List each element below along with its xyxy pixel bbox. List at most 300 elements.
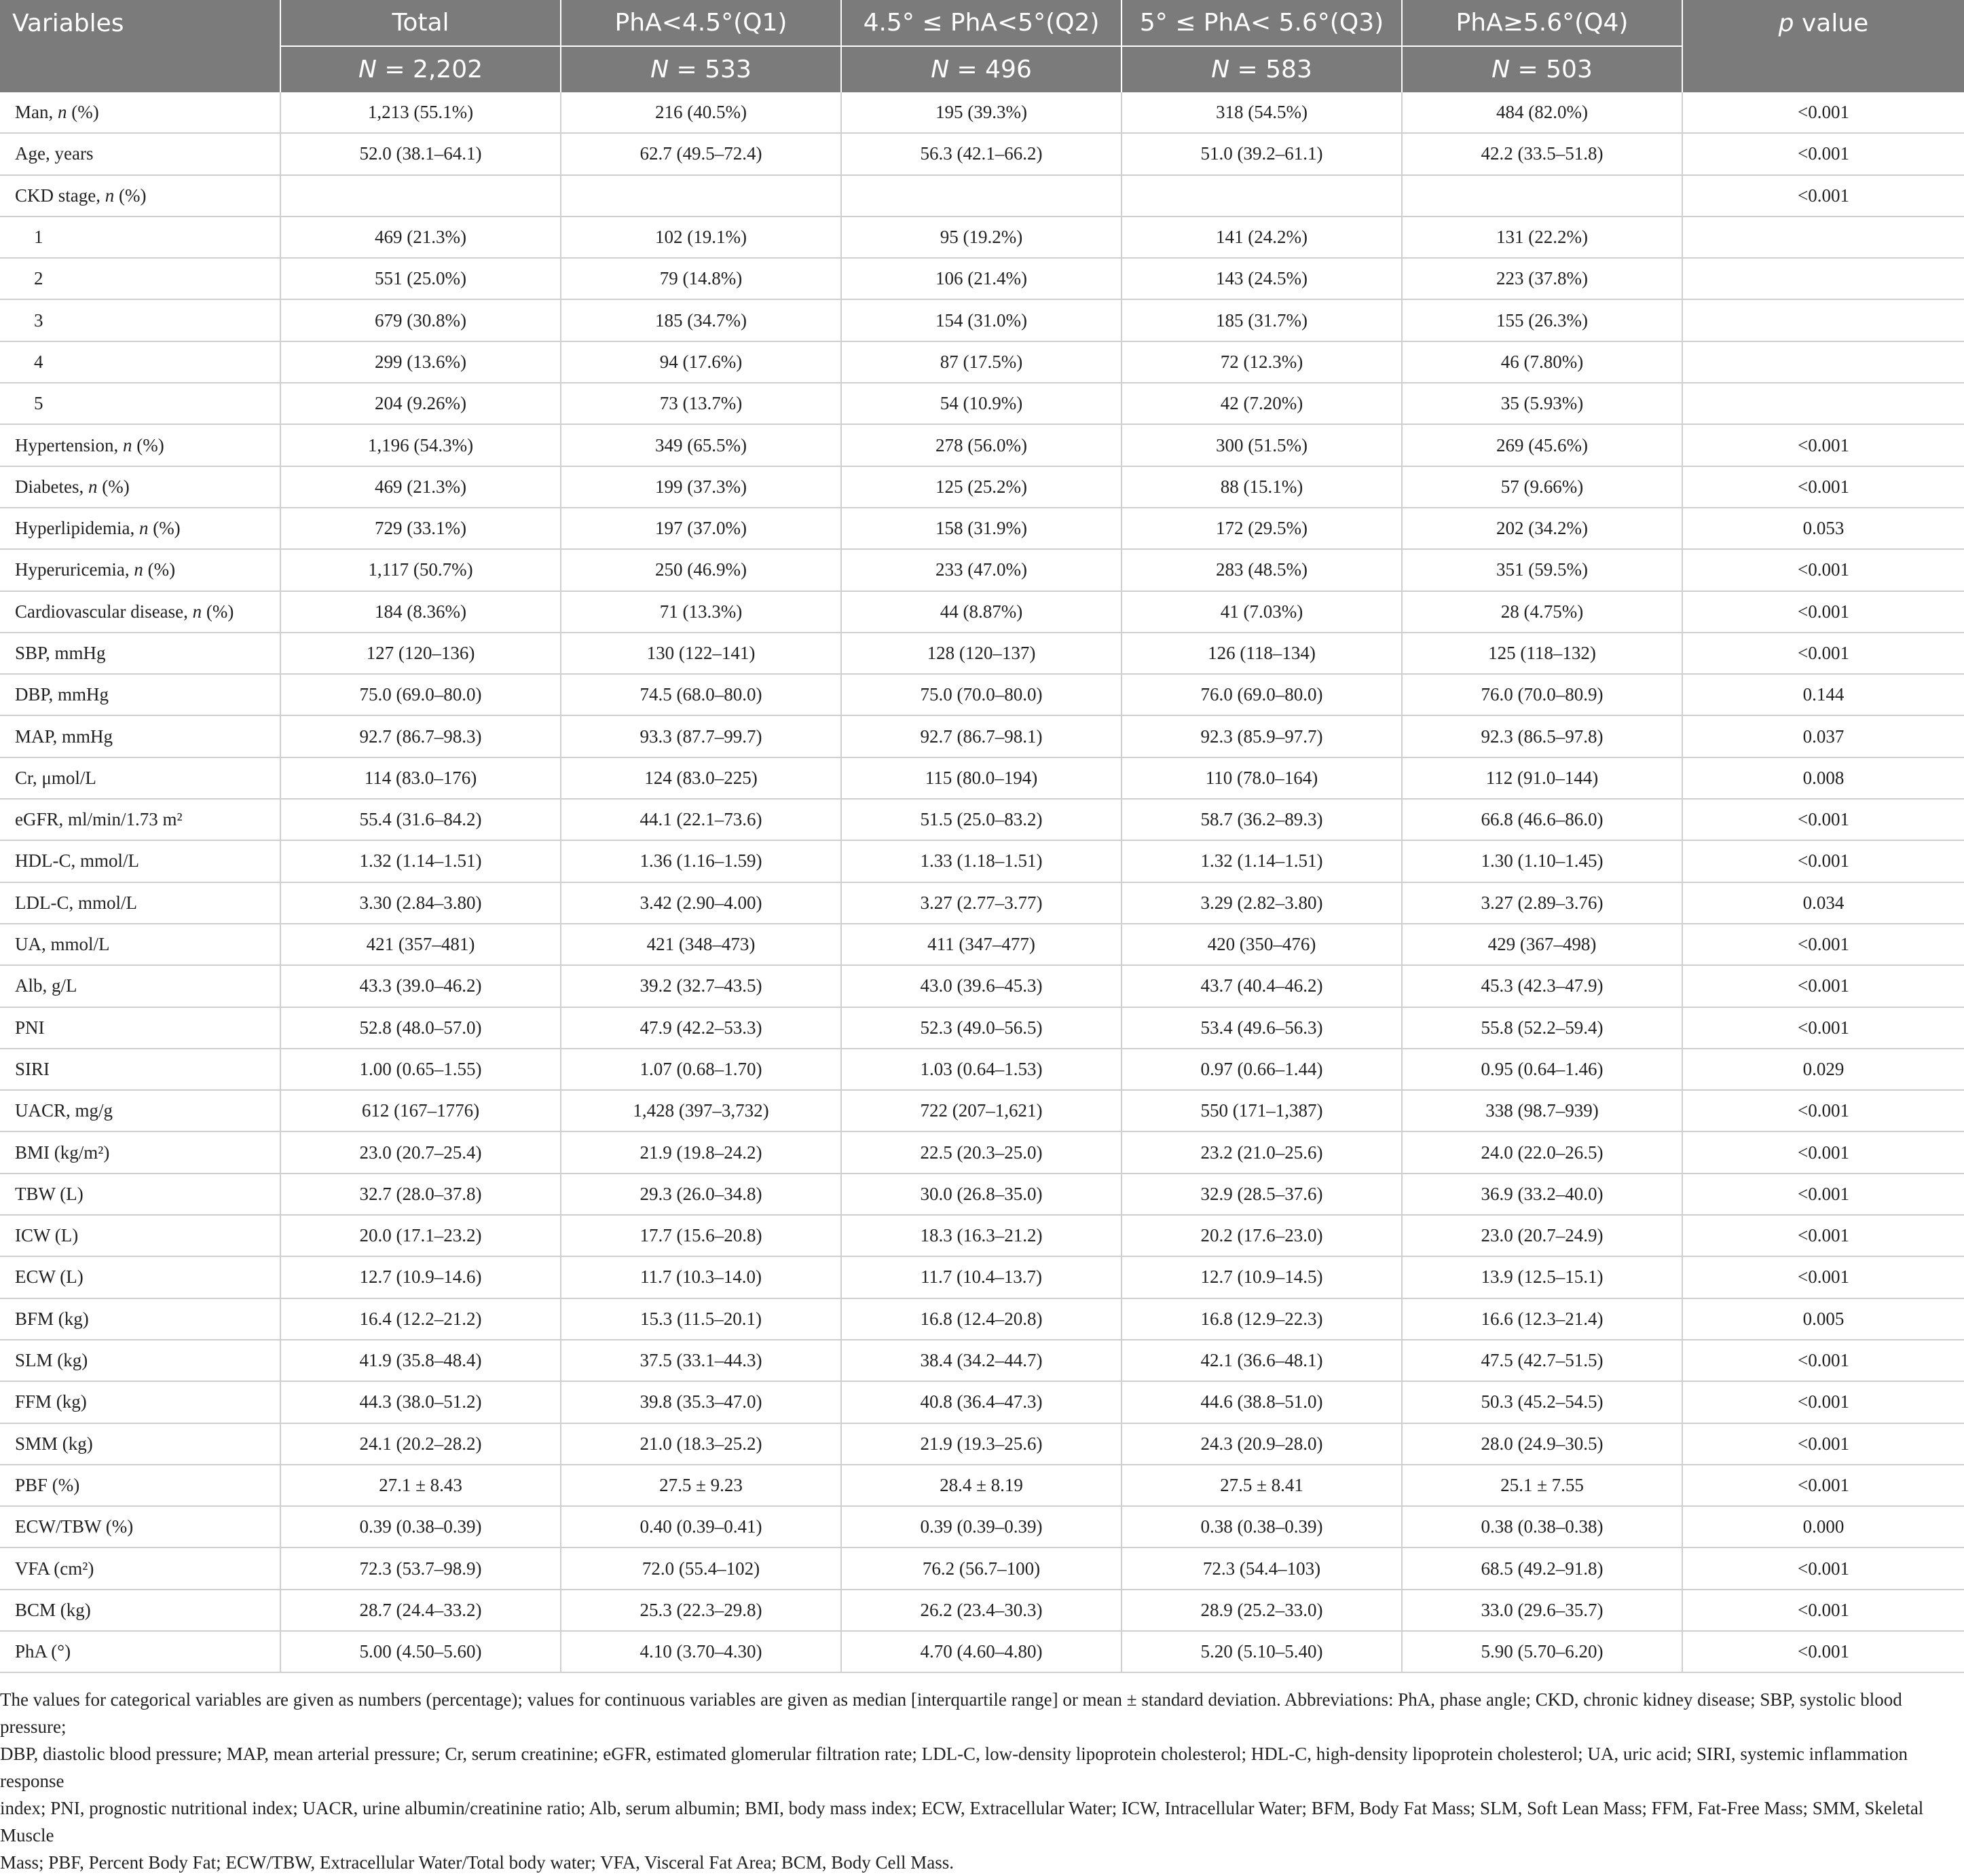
cell-q4: 55.8 (52.2–59.4) — [1402, 1007, 1682, 1049]
cell-q3: 20.2 (17.6–23.0) — [1122, 1215, 1402, 1256]
header-q3: 5° ≤ PhA< 5.6°(Q3) — [1122, 0, 1402, 46]
cell-q4: 25.1 ± 7.55 — [1402, 1465, 1682, 1506]
cell-q3: 5.20 (5.10–5.40) — [1122, 1631, 1402, 1672]
table-row — [0, 1174, 1964, 1215]
row-label-text: BCM (kg) — [15, 1599, 91, 1620]
row-label-italic: n — [105, 185, 115, 206]
cell-q1: 94 (17.6%) — [561, 341, 841, 383]
table-row — [0, 882, 1964, 924]
cell-q4: 13.9 (12.5–15.1) — [1402, 1256, 1682, 1298]
cell-q3: 3.29 (2.82–3.80) — [1122, 882, 1402, 924]
row-label — [0, 1174, 280, 1215]
table-row — [0, 840, 1964, 882]
cell-p-value: 0.029 — [1682, 1049, 1964, 1090]
header-total: Total — [280, 0, 561, 46]
cell-p-value: <0.001 — [1682, 466, 1964, 508]
cell-total: 44.3 (38.0–51.2) — [280, 1381, 561, 1423]
cell-q2: 38.4 (34.2–44.7) — [841, 1340, 1122, 1381]
table-row — [0, 1090, 1964, 1131]
cell-total: 114 (83.0–176) — [280, 757, 561, 799]
cell-q3: 44.6 (38.8–51.0) — [1122, 1381, 1402, 1423]
cell-total: 1,213 (55.1%) — [280, 92, 561, 133]
cell-total: 92.7 (86.7–98.3) — [280, 715, 561, 757]
n-value: = 503 — [1510, 56, 1593, 83]
row-label-text: DBP, mmHg — [15, 684, 109, 705]
cell-q3: 72.3 (54.4–103) — [1122, 1547, 1402, 1589]
cell-p-value: <0.001 — [1682, 1423, 1964, 1465]
table-row — [0, 1423, 1964, 1465]
cell-p-value: 0.053 — [1682, 508, 1964, 549]
row-label — [0, 882, 280, 924]
cell-p-value — [1682, 299, 1964, 341]
cell-total: 679 (30.8%) — [280, 299, 561, 341]
cell-q2: 30.0 (26.8–35.0) — [841, 1174, 1122, 1215]
cell-total: 1.32 (1.14–1.51) — [280, 840, 561, 882]
n-symbol: N — [1211, 56, 1230, 83]
table-row — [0, 1590, 1964, 1631]
row-label-suffix: (%) — [67, 102, 99, 123]
cell-p-value: 0.008 — [1682, 757, 1964, 799]
cell-total: 299 (13.6%) — [280, 341, 561, 383]
cell-q2: 125 (25.2%) — [841, 466, 1122, 508]
cell-p-value: <0.001 — [1682, 424, 1964, 466]
row-label-text: PBF (%) — [15, 1474, 80, 1495]
n-value: = 583 — [1229, 56, 1312, 83]
cell-q3: 23.2 (21.0–25.6) — [1122, 1131, 1402, 1173]
table-row — [0, 508, 1964, 549]
cell-p-value: <0.001 — [1682, 1174, 1964, 1215]
row-label-italic: n — [58, 102, 67, 123]
table-row — [0, 466, 1964, 508]
row-label-text: UA, mmol/L — [15, 934, 110, 955]
cell-q2: 44 (8.87%) — [841, 591, 1122, 633]
cell-q4: 155 (26.3%) — [1402, 299, 1682, 341]
cell-q1: 44.1 (22.1–73.6) — [561, 799, 841, 840]
cell-q1: 216 (40.5%) — [561, 92, 841, 133]
row-label-text: LDL-C, mmol/L — [15, 892, 137, 913]
cell-q1: 79 (14.8%) — [561, 258, 841, 299]
row-label-text: 4 — [34, 351, 43, 372]
cell-q3: 550 (171–1,387) — [1122, 1090, 1402, 1131]
cell-q2: 3.27 (2.77–3.77) — [841, 882, 1122, 924]
cell-q1: 349 (65.5%) — [561, 424, 841, 466]
cell-q2: 18.3 (16.3–21.2) — [841, 1215, 1122, 1256]
row-label — [0, 258, 280, 299]
table-row — [0, 258, 1964, 299]
row-label — [0, 1423, 280, 1465]
row-label-text: 2 — [34, 268, 43, 289]
cell-p-value — [1682, 383, 1964, 424]
cell-q2: 154 (31.0%) — [841, 299, 1122, 341]
cell-q2: 1.03 (0.64–1.53) — [841, 1049, 1122, 1090]
row-label-text: CKD stage, — [15, 185, 105, 206]
cell-total: 23.0 (20.7–25.4) — [280, 1131, 561, 1173]
cell-q1: 0.40 (0.39–0.41) — [561, 1506, 841, 1547]
cell-q1: 37.5 (33.1–44.3) — [561, 1340, 841, 1381]
cell-p-value: <0.001 — [1682, 92, 1964, 133]
table-row — [0, 799, 1964, 840]
cell-q3: 126 (118–134) — [1122, 633, 1402, 674]
cell-q2: 87 (17.5%) — [841, 341, 1122, 383]
cell-total: 1.00 (0.65–1.55) — [280, 1049, 561, 1090]
cell-total — [280, 175, 561, 217]
cell-q2: 106 (21.4%) — [841, 258, 1122, 299]
cell-p-value: <0.001 — [1682, 924, 1964, 965]
cell-total: 3.30 (2.84–3.80) — [280, 882, 561, 924]
header-variables: Variables — [0, 0, 280, 46]
cell-q3: 42 (7.20%) — [1122, 383, 1402, 424]
table-row — [0, 424, 1964, 466]
table-row — [0, 591, 1964, 633]
cell-q2: 22.5 (20.3–25.0) — [841, 1131, 1122, 1173]
row-label-text: eGFR, ml/min/1.73 m² — [15, 809, 183, 830]
row-label — [0, 466, 280, 508]
cell-total: 28.7 (24.4–33.2) — [280, 1590, 561, 1631]
cell-q2 — [841, 175, 1122, 217]
cell-p-value: <0.001 — [1682, 549, 1964, 590]
cell-p-value — [1682, 258, 1964, 299]
header-p-value — [1682, 0, 1964, 46]
cell-q3: 172 (29.5%) — [1122, 508, 1402, 549]
cell-q3: 12.7 (10.9–14.5) — [1122, 1256, 1402, 1298]
cell-p-value: <0.001 — [1682, 1631, 1964, 1672]
row-label — [0, 341, 280, 383]
cell-p-value: 0.005 — [1682, 1298, 1964, 1340]
row-label — [0, 217, 280, 258]
table-row — [0, 1465, 1964, 1506]
row-label-italic: n — [138, 518, 149, 539]
cell-q2: 92.7 (86.7–98.1) — [841, 715, 1122, 757]
cell-p-value: 0.037 — [1682, 715, 1964, 757]
row-label-text: MAP, mmHg — [15, 726, 113, 747]
cell-q3: 53.4 (49.6–56.3) — [1122, 1007, 1402, 1049]
row-label-text: SLM (kg) — [15, 1350, 88, 1371]
cell-q4: 351 (59.5%) — [1402, 549, 1682, 590]
cell-q2: 1.33 (1.18–1.51) — [841, 840, 1122, 882]
table-row — [0, 175, 1964, 217]
table-row — [0, 633, 1964, 674]
row-label-suffix: (%) — [148, 518, 181, 539]
cell-q2: 95 (19.2%) — [841, 217, 1122, 258]
table-row — [0, 92, 1964, 133]
cell-q2: 722 (207–1,621) — [841, 1090, 1122, 1131]
cell-q3: 72 (12.3%) — [1122, 341, 1402, 383]
row-label — [0, 1090, 280, 1131]
cell-q1: 93.3 (87.7–99.7) — [561, 715, 841, 757]
cell-q3: 92.3 (85.9–97.7) — [1122, 715, 1402, 757]
row-label-text: 5 — [34, 393, 43, 414]
cell-q1: 4.10 (3.70–4.30) — [561, 1631, 841, 1672]
cell-q3: 0.97 (0.66–1.44) — [1122, 1049, 1402, 1090]
row-label-suffix: (%) — [97, 476, 130, 497]
row-label-italic: n — [122, 434, 132, 455]
cell-total: 72.3 (53.7–98.9) — [280, 1547, 561, 1589]
row-label-text: VFA (cm²) — [15, 1558, 94, 1579]
cell-q3: 42.1 (36.6–48.1) — [1122, 1340, 1402, 1381]
cell-total: 204 (9.26%) — [280, 383, 561, 424]
cell-q2: 43.0 (39.6–45.3) — [841, 965, 1122, 1007]
table-row — [0, 299, 1964, 341]
row-label — [0, 1215, 280, 1256]
table-row — [0, 1340, 1964, 1381]
cell-q2: 128 (120–137) — [841, 633, 1122, 674]
table-row — [0, 1131, 1964, 1173]
n-value: = 533 — [669, 56, 752, 83]
cell-total: 127 (120–136) — [280, 633, 561, 674]
cell-p-value: <0.001 — [1682, 1590, 1964, 1631]
cell-total: 43.3 (39.0–46.2) — [280, 965, 561, 1007]
cell-p-value: <0.001 — [1682, 1381, 1964, 1423]
header-counts-blank — [0, 46, 280, 92]
table-footnote: The values for categorical variables are given as numbers (percentage); values for continuous variables are given as median [interquartile range] or mean ± standard deviation. Abbreviations: PhA, phase angle; CKD, chronic kidney disease; SBP, systolic blood pressure; DBP, diastolic blood pressure; MAP, mean arterial pressure; Cr, serum creatinine; eGFR, estimated glomerular filtration rate; LDL-C, low-density lipoprotein cholesterol; HDL-C, high-density lipoprotein cholesterol; UA, uric acid; SIRI, systemic inflammation response index; PNI, prognostic nutritional index; UACR, urine albumin/creatinine ratio; Alb, serum albumin; BMI, body mass index; ECW, Extracellular Water; ICW, Intracellular Water; BFM, Body Fat Mass; SLM, Soft Lean Mass; FFM, Fat-Free Mass; SMM, Skeletal Muscle Mass; PBF, Percent Body Fat; ECW/TBW, Extracellular Water/Total body water; VFA, Visceral Fat Area; BCM, Body Cell Mass. — [0, 1689, 1924, 1873]
row-label-text: BFM (kg) — [15, 1308, 89, 1329]
cell-total: 16.4 (12.2–21.2) — [280, 1298, 561, 1340]
table-row — [0, 1256, 1964, 1298]
header-q4: PhA≥5.6°(Q4) — [1402, 0, 1682, 46]
cell-q1: 421 (348–473) — [561, 924, 841, 965]
cell-q2: 233 (47.0%) — [841, 549, 1122, 590]
cell-q3: 283 (48.5%) — [1122, 549, 1402, 590]
row-label-text: Alb, g/L — [15, 975, 77, 996]
row-label-text: FFM (kg) — [15, 1391, 87, 1412]
cell-q2: 411 (347–477) — [841, 924, 1122, 965]
cell-q4: 46 (7.80%) — [1402, 341, 1682, 383]
cell-q4: 338 (98.7–939) — [1402, 1090, 1682, 1131]
row-label — [0, 1049, 280, 1090]
cell-total: 612 (167–1776) — [280, 1090, 561, 1131]
cell-q4 — [1402, 175, 1682, 217]
table-row — [0, 715, 1964, 757]
cell-q3: 110 (78.0–164) — [1122, 757, 1402, 799]
cell-q4: 429 (367–498) — [1402, 924, 1682, 965]
cell-p-value: <0.001 — [1682, 175, 1964, 217]
header-counts-blank-p — [1682, 46, 1964, 92]
table-row — [0, 549, 1964, 590]
row-label-text: PNI — [15, 1017, 45, 1038]
cell-q4: 484 (82.0%) — [1402, 92, 1682, 133]
cell-q4: 66.8 (46.6–86.0) — [1402, 799, 1682, 840]
row-label — [0, 1007, 280, 1049]
table-row — [0, 1631, 1964, 1672]
cell-q1: 25.3 (22.3–29.8) — [561, 1590, 841, 1631]
cell-p-value: <0.001 — [1682, 633, 1964, 674]
header-row-counts — [0, 46, 1964, 92]
cell-p-value: 0.144 — [1682, 674, 1964, 715]
cell-q4: 0.38 (0.38–0.38) — [1402, 1506, 1682, 1547]
row-label — [0, 508, 280, 549]
row-label — [0, 549, 280, 590]
table-body — [0, 92, 1964, 1672]
cell-q2: 21.9 (19.3–25.6) — [841, 1423, 1122, 1465]
cell-q4: 45.3 (42.3–47.9) — [1402, 965, 1682, 1007]
cell-q4: 16.6 (12.3–21.4) — [1402, 1298, 1682, 1340]
cell-q4: 5.90 (5.70–6.20) — [1402, 1631, 1682, 1672]
row-label-suffix: (%) — [143, 559, 176, 580]
cell-q3 — [1122, 175, 1402, 217]
n-symbol: N — [1491, 56, 1511, 83]
cell-total: 1,196 (54.3%) — [280, 424, 561, 466]
header-p-suffix: value — [1794, 9, 1869, 37]
cell-total: 20.0 (17.1–23.2) — [280, 1215, 561, 1256]
cell-q3: 141 (24.2%) — [1122, 217, 1402, 258]
row-label-text: SMM (kg) — [15, 1433, 93, 1454]
row-label-italic: n — [192, 601, 202, 622]
table-row — [0, 1215, 1964, 1256]
cell-total: 421 (357–481) — [280, 924, 561, 965]
cell-q2: 52.3 (49.0–56.5) — [841, 1007, 1122, 1049]
cell-q2: 75.0 (70.0–80.0) — [841, 674, 1122, 715]
header-row-titles — [0, 0, 1964, 46]
row-label-text: Age, years — [15, 143, 94, 164]
cell-total: 55.4 (31.6–84.2) — [280, 799, 561, 840]
cell-q4: 223 (37.8%) — [1402, 258, 1682, 299]
row-label — [0, 1131, 280, 1173]
cell-q4: 42.2 (33.5–51.8) — [1402, 133, 1682, 174]
cell-q3: 143 (24.5%) — [1122, 258, 1402, 299]
cell-q1: 185 (34.7%) — [561, 299, 841, 341]
cell-p-value: <0.001 — [1682, 840, 1964, 882]
cell-total: 469 (21.3%) — [280, 217, 561, 258]
row-label — [0, 965, 280, 1007]
cell-total: 5.00 (4.50–5.60) — [280, 1631, 561, 1672]
cell-q3: 0.38 (0.38–0.39) — [1122, 1506, 1402, 1547]
row-label — [0, 591, 280, 633]
table-row — [0, 1547, 1964, 1589]
cell-q4: 3.27 (2.89–3.76) — [1402, 882, 1682, 924]
row-label — [0, 633, 280, 674]
row-label-italic: n — [88, 476, 98, 497]
row-label-text: Cr, μmol/L — [15, 767, 96, 788]
cell-q4: 36.9 (33.2–40.0) — [1402, 1174, 1682, 1215]
cell-q1: 11.7 (10.3–14.0) — [561, 1256, 841, 1298]
cell-total: 32.7 (28.0–37.8) — [280, 1174, 561, 1215]
cell-p-value: <0.001 — [1682, 1131, 1964, 1173]
row-label — [0, 674, 280, 715]
cell-q1: 197 (37.0%) — [561, 508, 841, 549]
row-label — [0, 715, 280, 757]
row-label — [0, 1590, 280, 1631]
cell-q4: 28.0 (24.9–30.5) — [1402, 1423, 1682, 1465]
cell-q3: 420 (350–476) — [1122, 924, 1402, 965]
cell-p-value: <0.001 — [1682, 133, 1964, 174]
cell-q1: 62.7 (49.5–72.4) — [561, 133, 841, 174]
cell-total: 12.7 (10.9–14.6) — [280, 1256, 561, 1298]
cell-p-value: <0.001 — [1682, 1465, 1964, 1506]
cell-q4: 35 (5.93%) — [1402, 383, 1682, 424]
header-q1: PhA<4.5°(Q1) — [561, 0, 841, 46]
cell-p-value: <0.001 — [1682, 1256, 1964, 1298]
cell-q1: 15.3 (11.5–20.1) — [561, 1298, 841, 1340]
cell-q1: 199 (37.3%) — [561, 466, 841, 508]
row-label — [0, 799, 280, 840]
cell-q4: 33.0 (29.6–35.7) — [1402, 1590, 1682, 1631]
row-label-text: ICW (L) — [15, 1225, 79, 1246]
table-row — [0, 1007, 1964, 1049]
n-symbol: N — [650, 56, 669, 83]
table-row — [0, 965, 1964, 1007]
cell-q1: 1,428 (397–3,732) — [561, 1090, 841, 1131]
table-row — [0, 924, 1964, 965]
row-label-text: Hyperlipidemia, — [15, 518, 139, 539]
table-row — [0, 133, 1964, 174]
cell-q3: 76.0 (69.0–80.0) — [1122, 674, 1402, 715]
cell-total: 75.0 (69.0–80.0) — [280, 674, 561, 715]
row-label — [0, 1381, 280, 1423]
row-label-text: 3 — [34, 309, 43, 331]
cell-q4: 28 (4.75%) — [1402, 591, 1682, 633]
table-row — [0, 757, 1964, 799]
table-header — [0, 0, 1964, 92]
cell-total: 0.39 (0.38–0.39) — [280, 1506, 561, 1547]
cell-p-value — [1682, 341, 1964, 383]
cell-q3: 43.7 (40.4–46.2) — [1122, 965, 1402, 1007]
row-label-text: PhA (°) — [15, 1641, 71, 1662]
cell-q4: 23.0 (20.7–24.9) — [1402, 1215, 1682, 1256]
cell-q1: 27.5 ± 9.23 — [561, 1465, 841, 1506]
cell-p-value: 0.034 — [1682, 882, 1964, 924]
cell-q4: 92.3 (86.5–97.8) — [1402, 715, 1682, 757]
cell-q1: 71 (13.3%) — [561, 591, 841, 633]
row-label-text: ECW/TBW (%) — [15, 1516, 134, 1537]
cell-p-value: <0.001 — [1682, 799, 1964, 840]
table-row — [0, 1049, 1964, 1090]
cell-q4: 1.30 (1.10–1.45) — [1402, 840, 1682, 882]
cell-q2: 76.2 (56.7–100) — [841, 1547, 1122, 1589]
cell-q4: 131 (22.2%) — [1402, 217, 1682, 258]
row-label-text: TBW (L) — [15, 1183, 84, 1204]
table-row — [0, 1381, 1964, 1423]
row-label — [0, 840, 280, 882]
cell-q4: 269 (45.6%) — [1402, 424, 1682, 466]
cell-p-value: <0.001 — [1682, 1007, 1964, 1049]
table-row — [0, 1298, 1964, 1340]
row-label — [0, 1465, 280, 1506]
cell-q4: 57 (9.66%) — [1402, 466, 1682, 508]
row-label — [0, 757, 280, 799]
row-label — [0, 1256, 280, 1298]
row-label-text: Hyperuricemia, — [15, 559, 134, 580]
cell-q2: 4.70 (4.60–4.80) — [841, 1631, 1122, 1672]
cell-q3: 88 (15.1%) — [1122, 466, 1402, 508]
row-label-text: SBP, mmHg — [15, 643, 106, 663]
cell-q4: 50.3 (45.2–54.5) — [1402, 1381, 1682, 1423]
header-n-total — [280, 46, 561, 92]
row-label-text: UACR, mg/g — [15, 1100, 113, 1121]
cell-q1: 21.0 (18.3–25.2) — [561, 1423, 841, 1465]
cell-q3: 28.9 (25.2–33.0) — [1122, 1590, 1402, 1631]
cell-p-value — [1682, 217, 1964, 258]
table-row — [0, 674, 1964, 715]
row-label-text: Diabetes, — [15, 476, 88, 497]
header-n-q4 — [1402, 46, 1682, 92]
cell-q4: 112 (91.0–144) — [1402, 757, 1682, 799]
row-label-suffix: (%) — [202, 601, 234, 622]
cell-q1: 250 (46.9%) — [561, 549, 841, 590]
cell-q2: 26.2 (23.4–30.3) — [841, 1590, 1122, 1631]
cell-q1: 47.9 (42.2–53.3) — [561, 1007, 841, 1049]
row-label-text: Man, — [15, 102, 58, 123]
cell-p-value: <0.001 — [1682, 1547, 1964, 1589]
cell-p-value: <0.001 — [1682, 1340, 1964, 1381]
cell-q1: 74.5 (68.0–80.0) — [561, 674, 841, 715]
cell-total: 551 (25.0%) — [280, 258, 561, 299]
cell-total: 24.1 (20.2–28.2) — [280, 1423, 561, 1465]
cell-q3: 51.0 (39.2–61.1) — [1122, 133, 1402, 174]
row-label-text: 1 — [34, 227, 43, 248]
row-label-text: Cardiovascular disease, — [15, 601, 193, 622]
cell-q3: 16.8 (12.9–22.3) — [1122, 1298, 1402, 1340]
cell-q1: 1.07 (0.68–1.70) — [561, 1049, 841, 1090]
